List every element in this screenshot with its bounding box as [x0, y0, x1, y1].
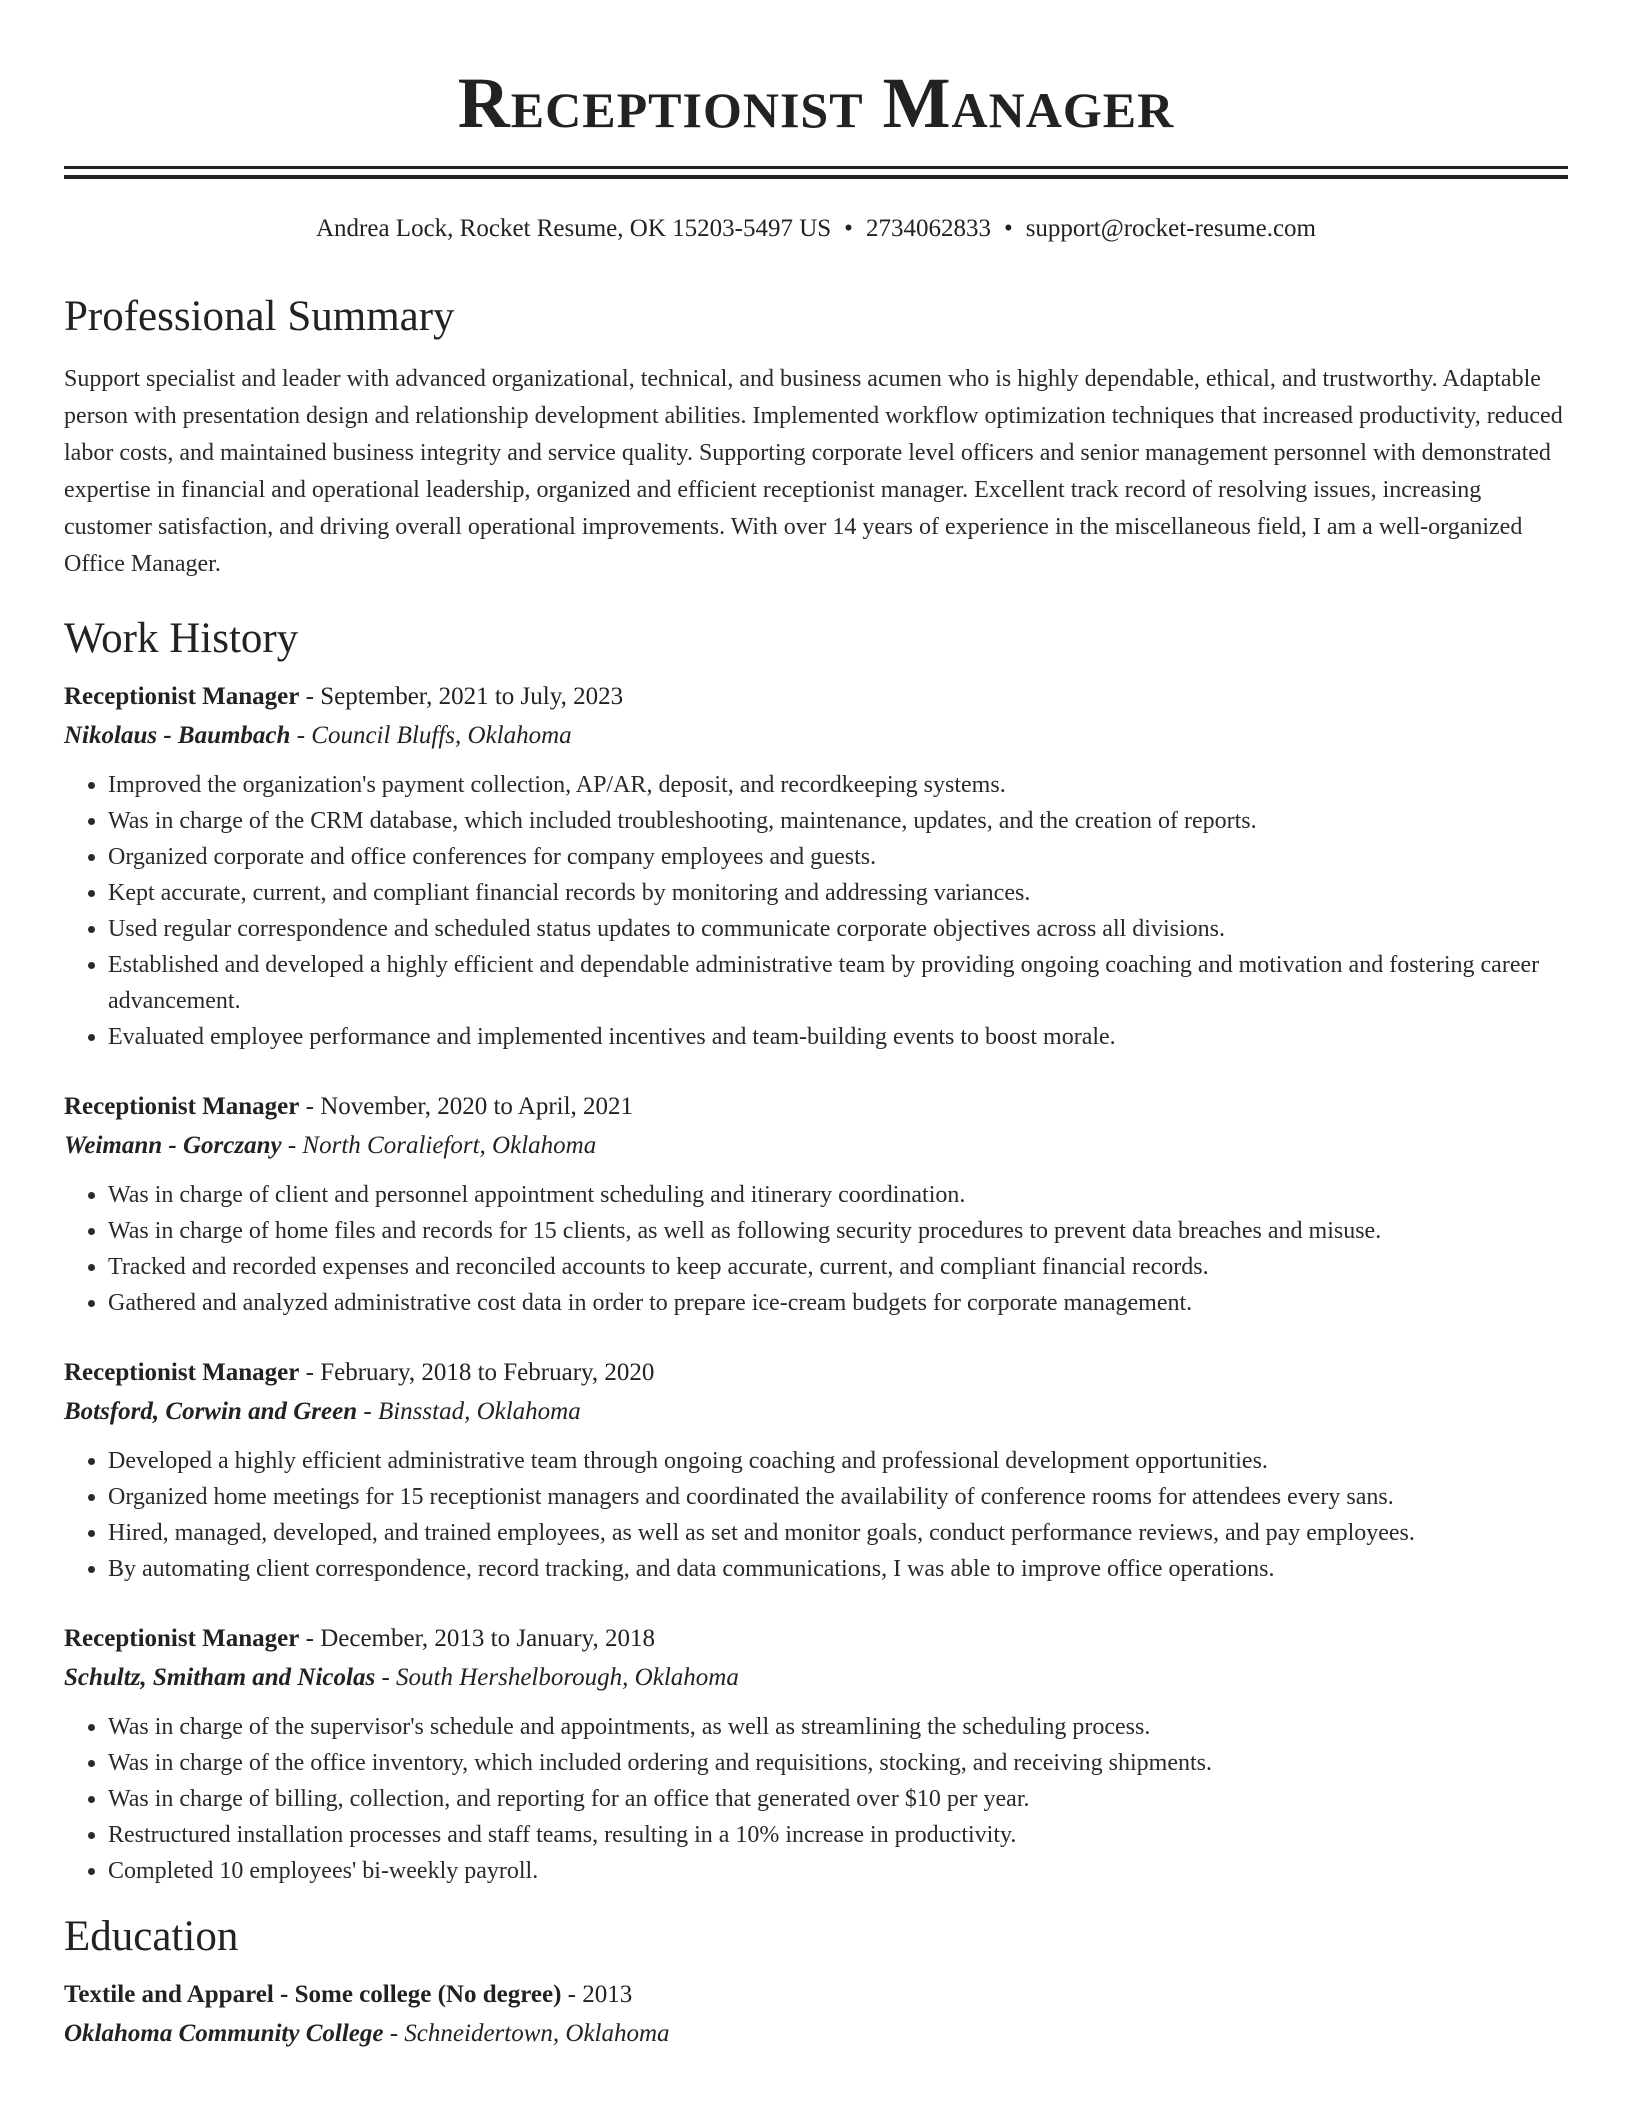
education-heading: Education — [64, 1913, 239, 1960]
job-bullet: • Was in charge of home files and records for 15 clients, as well as following security procedures to prevent data breaches and misuse. — [108, 1213, 1568, 1249]
job-bullet: • Developed a highly efficient administrative team through ongoing coaching and professional development opportunities. — [108, 1443, 1568, 1479]
job-bullet: • Used regular correspondence and scheduled status updates to communicate corporate objectives across all divisions. — [108, 911, 1568, 947]
job-bullet-list — [64, 767, 1568, 1055]
education-degree-line — [64, 1975, 1568, 2014]
job-bullet: • Gathered and analyzed administrative cost data in order to prepare ice-cream budgets for corporate management. — [108, 1285, 1568, 1321]
job-location: - North Coraliefort, Oklahoma — [281, 1132, 597, 1159]
job-entry — [64, 1353, 1568, 1587]
job-title-line — [64, 1353, 1568, 1392]
job-dates: - December, 2013 to January, 2018 — [299, 1625, 655, 1652]
job-title-line — [64, 1087, 1568, 1126]
header-rule-thick — [64, 175, 1568, 179]
job-bullet-list — [64, 1177, 1568, 1321]
contact-phone: 2734062833 — [865, 215, 991, 242]
job-location: - Council Bluffs, Oklahoma — [290, 722, 572, 749]
resume-name: Receptionist Manager — [457, 63, 1175, 143]
job-dates: - September, 2021 to July, 2023 — [299, 683, 624, 710]
job-entry — [64, 1087, 1568, 1321]
job-company: Weimann - Gorczany — [64, 1132, 282, 1159]
job-bullet: • By automating client correspondence, record tracking, and data communications, I was able to improve office operations. — [108, 1551, 1568, 1587]
education-entry — [64, 1975, 1568, 2053]
job-spacer — [64, 1055, 1568, 1087]
summary-heading: Professional Summary — [64, 293, 455, 340]
education-school-line — [64, 2014, 1568, 2053]
job-bullet: • Was in charge of billing, collection, and reporting for an office that generated over $10 per year. — [108, 1781, 1568, 1817]
job-company: Nikolaus - Baumbach — [64, 722, 291, 749]
job-dates: - February, 2018 to February, 2020 — [299, 1359, 655, 1386]
job-entry — [64, 677, 1568, 1055]
contact-separator: • — [844, 215, 853, 242]
job-bullet: • Established and developed a highly efficient and dependable administrative team by providing ongoing coaching and motivation and fostering career advancement. — [108, 947, 1568, 1019]
job-bullet: • Restructured installation processes and staff teams, resulting in a 10% increase in productivity. — [108, 1817, 1568, 1853]
education-location: - Schneidertown, Oklahoma — [383, 2020, 670, 2047]
job-bullet: • Was in charge of the supervisor's schedule and appointments, as well as streamlining the scheduling process. — [108, 1709, 1568, 1745]
education-school: Oklahoma Community College — [64, 2020, 384, 2047]
contact-line — [64, 211, 1568, 247]
contact-separator: • — [1003, 215, 1013, 242]
job-bullet: • Kept accurate, current, and compliant financial records by monitoring and addressing variances. — [108, 875, 1568, 911]
job-entry — [64, 1619, 1568, 1889]
job-bullet: • Hired, managed, developed, and trained employees, as well as set and monitor goals, conduct performance reviews, and pay employees. — [108, 1515, 1568, 1551]
job-bullet: • Organized home meetings for 15 receptionist managers and coordinated the availability of conference rooms for attendees every sans. — [108, 1479, 1568, 1515]
job-title-line — [64, 677, 1568, 716]
education-year: - 2013 — [561, 1981, 633, 2008]
job-bullet: • Tracked and recorded expenses and reconciled accounts to keep accurate, current, and compliant financial records. — [108, 1249, 1568, 1285]
job-bullet-list — [64, 1709, 1568, 1889]
contact-email[interactable]: support@rocket-resume.com — [1025, 215, 1316, 242]
job-company-line — [64, 1392, 1568, 1431]
job-location: - South Hershelborough, Oklahoma — [375, 1664, 739, 1691]
job-title: Receptionist Manager — [64, 683, 300, 710]
header-rule-thin — [64, 166, 1568, 169]
job-spacer — [64, 1587, 1568, 1619]
job-bullet: • Was in charge of the CRM database, which included troubleshooting, maintenance, updates, and the creation of reports. — [108, 803, 1568, 839]
job-title: Receptionist Manager — [64, 1093, 300, 1120]
job-title-line — [64, 1619, 1568, 1658]
job-dates: - November, 2020 to April, 2021 — [299, 1093, 634, 1120]
job-bullet: • Completed 10 employees' bi-weekly payroll. — [108, 1853, 1568, 1889]
job-bullet: • Evaluated employee performance and implemented incentives and team-building events to boost morale. — [108, 1019, 1568, 1055]
job-bullet: • Was in charge of client and personnel appointment scheduling and itinerary coordination. — [108, 1177, 1568, 1213]
job-location: - Binsstad, Oklahoma — [357, 1398, 581, 1425]
contact-address: Andrea Lock, Rocket Resume, OK 15203-5497 US — [315, 215, 832, 242]
job-company: Botsford, Corwin and Green — [64, 1398, 358, 1425]
job-company-line — [64, 1658, 1568, 1697]
job-spacer — [64, 1321, 1568, 1353]
job-bullet: • Was in charge of the office inventory, which included ordering and requisitions, stocking, and receiving shipments. — [108, 1745, 1568, 1781]
job-title: Receptionist Manager — [64, 1625, 300, 1652]
job-company: Schultz, Smitham and Nicolas — [64, 1664, 376, 1691]
job-title: Receptionist Manager — [64, 1359, 300, 1386]
job-bullet: • Organized corporate and office conferences for company employees and guests. — [108, 839, 1568, 875]
job-company-line — [64, 716, 1568, 755]
work-history-heading: Work History — [64, 615, 299, 662]
job-bullet-list — [64, 1443, 1568, 1587]
job-company-line — [64, 1126, 1568, 1165]
job-bullet: • Improved the organization's payment collection, AP/AR, deposit, and recordkeeping systems. — [108, 767, 1568, 803]
education-degree: Textile and Apparel - Some college (No degree) — [64, 1981, 562, 2008]
summary-text: Support specialist and leader with advanced organizational, technical, and business acumen who is highly dependable, ethical, and trustworthy. Adaptable person with presentation design and relationship development abilities. Implemented workflow optimization techniques that increased productivity, reduced labor costs, and maintained business integrity and service quality. Supporting corporate level officers and senior management personnel with demonstrated expertise in financial and operational leadership, organized and efficient receptionist manager. Excellent track record of resolving issues, increasing customer satisfaction, and driving overall operational improvements. With over 14 years of experience in the miscellaneous field, I am a well-organized Office Manager. — [64, 366, 1563, 577]
work-history-list — [64, 677, 1568, 1889]
